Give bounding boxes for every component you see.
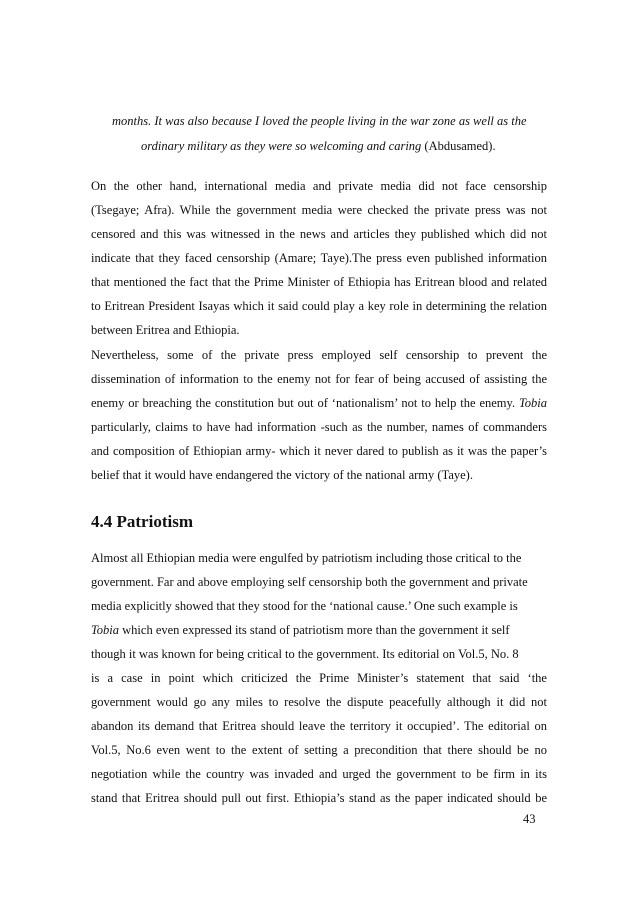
quote-citation: (Abdusamed). bbox=[421, 139, 496, 153]
paragraph-line: Vol.5, No.6 even went to the extent of setting a precondition that there should be no bbox=[91, 743, 547, 757]
text-run: enemy or breaching the constitution but out of ‘nationalism’ not to help the enemy. bbox=[91, 396, 519, 410]
paragraph-patriotism bbox=[91, 546, 547, 810]
paragraph-line: belief that it would have endangered the victory of the national army (Taye). bbox=[91, 468, 473, 482]
paragraph-line: media explicitly showed that they stood for the ‘national cause.’ One such example is bbox=[91, 599, 518, 613]
text-run: which even expressed its stand of patriotism more than the government it self bbox=[119, 623, 510, 637]
paragraph-line: and composition of Ethiopian army- which it never dared to publish as it was the paper’s bbox=[91, 444, 547, 458]
paragraph-line: to Eritrean President Isayas which it said could play a key role in determining the relation bbox=[91, 299, 547, 313]
paragraph-line: Almost all Ethiopian media were engulfed by patriotism including those critical to the bbox=[91, 551, 522, 565]
block-quote-line-1 bbox=[112, 109, 552, 134]
paragraph-line: between Eritrea and Ethiopia. bbox=[91, 323, 240, 337]
paragraph-line: is a case in point which criticized the Prime Minister’s statement that said ‘the bbox=[91, 671, 547, 685]
quote-text: months. It was also because I loved the people living in the war zone as well as the bbox=[112, 114, 527, 128]
section-heading: 4.4 Patriotism bbox=[91, 512, 193, 531]
block-quote-line-2 bbox=[141, 134, 581, 159]
paragraph-line: though it was known for being critical to the government. Its editorial on Vol.5, No. 8 bbox=[91, 647, 519, 661]
paragraph-line: abandon its demand that Eritrea should leave the territory it occupied’. The editorial on bbox=[91, 719, 547, 733]
quote-text: ordinary military as they were so welcoming and caring bbox=[141, 139, 422, 153]
paragraph-line: stand that Eritrea should pull out first. Ethiopia’s stand as the paper indicated should be bbox=[91, 791, 547, 805]
paragraph-line: On the other hand, international media and private media did not face censorship bbox=[91, 179, 547, 193]
paragraph-line: that mentioned the fact that the Prime Minister of Ethiopia has Eritrean blood and related bbox=[91, 275, 547, 289]
paragraph-line bbox=[91, 618, 547, 642]
paragraph-line: particularly, claims to have had information -such as the number, names of commanders bbox=[91, 420, 547, 434]
paragraph-line: government would go any miles to resolve the dispute peacefully although it did not bbox=[91, 695, 547, 709]
newspaper-name: Tobia bbox=[518, 396, 547, 410]
paragraph-line: negotiation while the country was invaded and urged the government to be firm in its bbox=[91, 767, 547, 781]
newspaper-name: Tobia bbox=[91, 623, 120, 637]
paragraph-line: dissemination of information to the enemy not for fear of being accused of assisting the bbox=[91, 372, 547, 386]
page-number: 43 bbox=[523, 812, 536, 826]
paragraph-line: indicate that they faced censorship (Amare; Taye).The press even published information bbox=[91, 251, 547, 265]
paragraph-censorship bbox=[91, 174, 547, 342]
paragraph-line: (Tsegaye; Afra). While the government media were checked the private press was not bbox=[91, 203, 547, 217]
paragraph-line: Nevertheless, some of the private press employed self censorship to prevent the bbox=[91, 348, 547, 362]
paragraph-line bbox=[91, 391, 547, 415]
paragraph-self-censorship bbox=[91, 343, 547, 487]
paragraph-line: censored and this was witnessed in the news and articles they published which did not bbox=[91, 227, 547, 241]
paragraph-line: government. Far and above employing self censorship both the government and private bbox=[91, 575, 528, 589]
